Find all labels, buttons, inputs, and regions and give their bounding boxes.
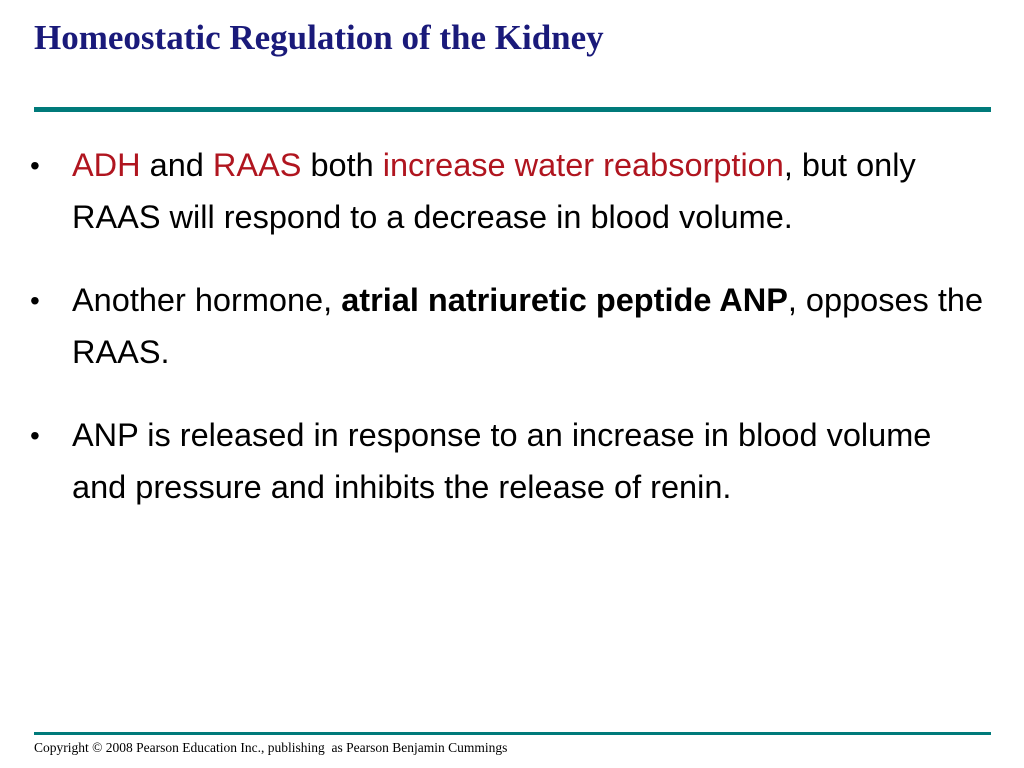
title-divider (34, 107, 991, 112)
bullet-text-segment: Another hormone, (72, 282, 342, 318)
bullet-item (30, 410, 990, 513)
bullet-item (30, 275, 990, 378)
bullet-list (30, 140, 990, 545)
bullet-text-segment: , opposes the RAAS. (72, 282, 984, 370)
bullet-text-segment: ANP is released in response to an increase in blood volume and pressure and inhibits the release of renin. (72, 417, 932, 505)
bullet-text-segment: both (301, 147, 383, 183)
footer-divider (34, 732, 991, 735)
bullet-marker: • (30, 150, 40, 181)
copyright-footer: Copyright © 2008 Pearson Education Inc., publishing as Pearson Benjamin Cummings (34, 740, 508, 755)
bullet-marker: • (30, 285, 40, 316)
bullet-text-segment: RAAS (212, 147, 302, 183)
slide-title: Homeostatic Regulation of the Kidney (34, 18, 604, 57)
bullet-text-segment: , but only RAAS will respond to a decrease in blood volume. (72, 147, 916, 235)
bullet-text-segment: increase water reabsorption (382, 147, 784, 183)
bullet-text-segment: and (140, 147, 213, 183)
bullet-text-segment: ADH (72, 147, 141, 183)
bullet-marker: • (30, 420, 40, 451)
bullet-item (30, 140, 990, 243)
bullet-text-segment: atrial natriuretic peptide ANP (341, 282, 788, 318)
